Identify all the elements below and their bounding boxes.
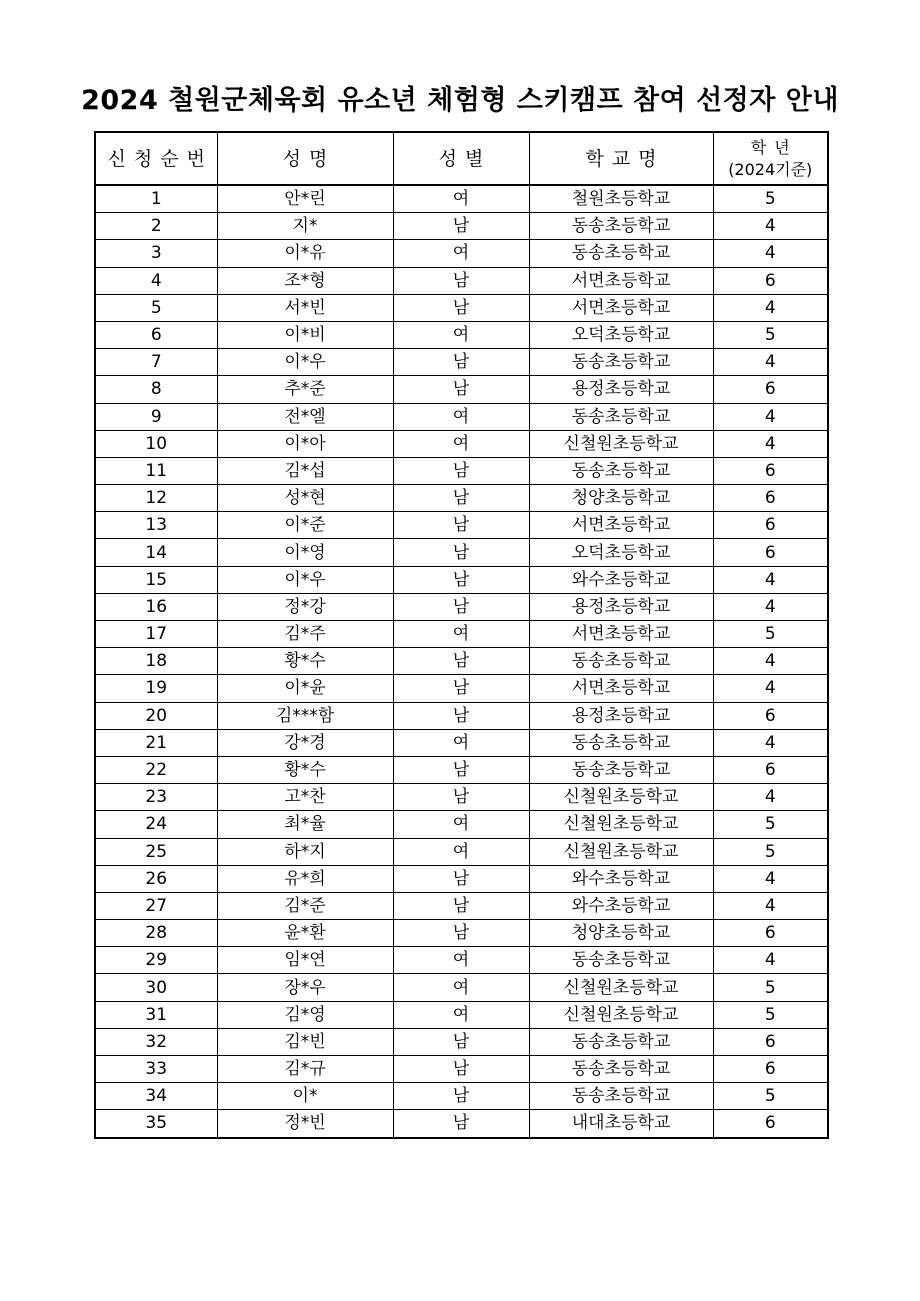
table-row [95, 539, 828, 566]
cell-number: 19 [95, 675, 217, 702]
cell-name: 하*지 [217, 838, 393, 865]
cell-number: 14 [95, 539, 217, 566]
cell-name: 김*준 [217, 892, 393, 919]
cell-number: 15 [95, 566, 217, 593]
table-row [95, 1083, 828, 1110]
cell-name: 윤*환 [217, 920, 393, 947]
cell-name: 조*형 [217, 267, 393, 294]
cell-gender: 남 [393, 376, 529, 403]
cell-school: 동송초등학교 [529, 729, 713, 756]
cell-gender: 여 [393, 947, 529, 974]
cell-school: 신철원초등학교 [529, 784, 713, 811]
cell-school: 동송초등학교 [529, 648, 713, 675]
cell-name: 서*빈 [217, 294, 393, 321]
table-row [95, 702, 828, 729]
cell-number: 35 [95, 1110, 217, 1138]
header-row [95, 132, 828, 185]
cell-number: 23 [95, 784, 217, 811]
cell-number: 2 [95, 213, 217, 240]
cell-gender: 남 [393, 675, 529, 702]
table-row [95, 376, 828, 403]
cell-grade: 6 [713, 267, 828, 294]
cell-gender: 남 [393, 892, 529, 919]
table-row [95, 485, 828, 512]
table-row [95, 892, 828, 919]
cell-school: 동송초등학교 [529, 349, 713, 376]
cell-number: 4 [95, 267, 217, 294]
cell-gender: 남 [393, 865, 529, 892]
cell-grade: 4 [713, 865, 828, 892]
cell-grade: 6 [713, 1028, 828, 1055]
cell-gender: 남 [393, 593, 529, 620]
cell-grade: 4 [713, 675, 828, 702]
cell-name: 고*찬 [217, 784, 393, 811]
cell-name: 추*준 [217, 376, 393, 403]
cell-gender: 남 [393, 702, 529, 729]
cell-gender: 여 [393, 240, 529, 267]
cell-number: 33 [95, 1056, 217, 1083]
cell-name: 이*유 [217, 240, 393, 267]
table-row [95, 267, 828, 294]
cell-grade: 5 [713, 321, 828, 348]
cell-gender: 남 [393, 349, 529, 376]
cell-grade: 6 [713, 1110, 828, 1138]
cell-number: 8 [95, 376, 217, 403]
cell-name: 이*우 [217, 349, 393, 376]
cell-grade: 4 [713, 566, 828, 593]
cell-grade: 6 [713, 512, 828, 539]
cell-school: 신철원초등학교 [529, 430, 713, 457]
cell-grade: 4 [713, 648, 828, 675]
cell-school: 신철원초등학교 [529, 974, 713, 1001]
cell-name: 유*희 [217, 865, 393, 892]
cell-gender: 여 [393, 1001, 529, 1028]
table-row [95, 1056, 828, 1083]
cell-school: 용정초등학교 [529, 702, 713, 729]
cell-number: 34 [95, 1083, 217, 1110]
cell-gender: 여 [393, 974, 529, 1001]
cell-number: 1 [95, 185, 217, 213]
table-row [95, 675, 828, 702]
cell-number: 13 [95, 512, 217, 539]
cell-number: 21 [95, 729, 217, 756]
header-grade-label: 학년 [750, 137, 798, 157]
cell-number: 7 [95, 349, 217, 376]
cell-number: 25 [95, 838, 217, 865]
cell-school: 동송초등학교 [529, 1028, 713, 1055]
cell-school: 오덕초등학교 [529, 539, 713, 566]
table-row [95, 811, 828, 838]
cell-gender: 남 [393, 213, 529, 240]
cell-school: 신철원초등학교 [529, 838, 713, 865]
cell-gender: 남 [393, 784, 529, 811]
participants-table [94, 131, 829, 1139]
cell-gender: 남 [393, 1056, 529, 1083]
table-row [95, 865, 828, 892]
cell-gender: 여 [393, 729, 529, 756]
cell-school: 동송초등학교 [529, 1056, 713, 1083]
table-row [95, 321, 828, 348]
cell-name: 정*강 [217, 593, 393, 620]
cell-name: 김*규 [217, 1056, 393, 1083]
cell-number: 6 [95, 321, 217, 348]
table-row [95, 457, 828, 484]
cell-number: 26 [95, 865, 217, 892]
cell-name: 김*주 [217, 621, 393, 648]
table-row [95, 974, 828, 1001]
cell-name: 이*우 [217, 566, 393, 593]
cell-grade: 4 [713, 784, 828, 811]
cell-grade: 5 [713, 974, 828, 1001]
table-body [95, 185, 828, 1138]
cell-number: 24 [95, 811, 217, 838]
header-grade [713, 132, 828, 185]
cell-grade: 6 [713, 1056, 828, 1083]
table-row [95, 403, 828, 430]
cell-gender: 남 [393, 1110, 529, 1138]
table-row [95, 1001, 828, 1028]
cell-gender: 남 [393, 267, 529, 294]
table-row [95, 566, 828, 593]
cell-school: 신철원초등학교 [529, 1001, 713, 1028]
cell-grade: 6 [713, 756, 828, 783]
cell-school: 와수초등학교 [529, 865, 713, 892]
cell-gender: 여 [393, 838, 529, 865]
cell-number: 12 [95, 485, 217, 512]
cell-gender: 남 [393, 1083, 529, 1110]
cell-name: 이* [217, 1083, 393, 1110]
cell-number: 22 [95, 756, 217, 783]
cell-name: 이*아 [217, 430, 393, 457]
table-row [95, 349, 828, 376]
cell-number: 29 [95, 947, 217, 974]
cell-gender: 남 [393, 539, 529, 566]
cell-grade: 5 [713, 621, 828, 648]
table-row [95, 784, 828, 811]
cell-gender: 여 [393, 811, 529, 838]
cell-gender: 여 [393, 403, 529, 430]
table-row [95, 240, 828, 267]
cell-name: 이*준 [217, 512, 393, 539]
cell-number: 31 [95, 1001, 217, 1028]
cell-name: 안*린 [217, 185, 393, 213]
cell-gender: 남 [393, 457, 529, 484]
cell-school: 서면초등학교 [529, 621, 713, 648]
cell-school: 서면초등학교 [529, 675, 713, 702]
cell-gender: 여 [393, 185, 529, 213]
cell-name: 이*비 [217, 321, 393, 348]
cell-school: 동송초등학교 [529, 403, 713, 430]
table-row [95, 729, 828, 756]
table-row [95, 185, 828, 213]
cell-gender: 남 [393, 485, 529, 512]
table-row [95, 1028, 828, 1055]
cell-number: 9 [95, 403, 217, 430]
cell-name: 이*영 [217, 539, 393, 566]
cell-grade: 5 [713, 838, 828, 865]
cell-name: 정*빈 [217, 1110, 393, 1138]
cell-school: 신철원초등학교 [529, 811, 713, 838]
header-name: 성명 [217, 132, 393, 185]
cell-number: 27 [95, 892, 217, 919]
cell-name: 황*수 [217, 648, 393, 675]
cell-gender: 남 [393, 648, 529, 675]
cell-name: 김*섭 [217, 457, 393, 484]
cell-school: 동송초등학교 [529, 1083, 713, 1110]
cell-name: 김***함 [217, 702, 393, 729]
cell-grade: 4 [713, 729, 828, 756]
cell-gender: 남 [393, 1028, 529, 1055]
cell-number: 18 [95, 648, 217, 675]
cell-gender: 여 [393, 430, 529, 457]
cell-school: 와수초등학교 [529, 566, 713, 593]
cell-grade: 4 [713, 593, 828, 620]
cell-name: 전*엘 [217, 403, 393, 430]
cell-school: 동송초등학교 [529, 756, 713, 783]
cell-gender: 남 [393, 294, 529, 321]
table-row [95, 947, 828, 974]
cell-gender: 남 [393, 756, 529, 783]
cell-number: 16 [95, 593, 217, 620]
cell-school: 서면초등학교 [529, 512, 713, 539]
document-title: 2024 철원군체육회 유소년 체험형 스키캠프 참여 선정자 안내 [81, 85, 839, 116]
cell-number: 20 [95, 702, 217, 729]
cell-name: 임*연 [217, 947, 393, 974]
cell-grade: 6 [713, 539, 828, 566]
cell-grade: 5 [713, 1001, 828, 1028]
cell-grade: 4 [713, 213, 828, 240]
cell-name: 이*윤 [217, 675, 393, 702]
cell-grade: 6 [713, 485, 828, 512]
cell-number: 30 [95, 974, 217, 1001]
cell-school: 동송초등학교 [529, 947, 713, 974]
cell-grade: 5 [713, 811, 828, 838]
cell-number: 28 [95, 920, 217, 947]
cell-name: 지* [217, 213, 393, 240]
cell-name: 최*율 [217, 811, 393, 838]
cell-gender: 남 [393, 566, 529, 593]
table-row [95, 756, 828, 783]
cell-gender: 남 [393, 920, 529, 947]
cell-grade: 4 [713, 947, 828, 974]
cell-school: 청양초등학교 [529, 485, 713, 512]
header-grade-note: (2024기준) [728, 159, 813, 179]
cell-school: 서면초등학교 [529, 294, 713, 321]
cell-number: 10 [95, 430, 217, 457]
cell-grade: 6 [713, 457, 828, 484]
cell-number: 5 [95, 294, 217, 321]
table-row [95, 593, 828, 620]
table-row [95, 430, 828, 457]
cell-number: 17 [95, 621, 217, 648]
table-row [95, 512, 828, 539]
cell-school: 오덕초등학교 [529, 321, 713, 348]
cell-grade: 6 [713, 702, 828, 729]
cell-grade: 4 [713, 430, 828, 457]
cell-school: 용정초등학교 [529, 593, 713, 620]
cell-name: 장*우 [217, 974, 393, 1001]
cell-gender: 여 [393, 621, 529, 648]
cell-school: 동송초등학교 [529, 213, 713, 240]
header-school: 학교명 [529, 132, 713, 185]
cell-grade: 4 [713, 892, 828, 919]
cell-name: 황*수 [217, 756, 393, 783]
cell-school: 철원초등학교 [529, 185, 713, 213]
cell-gender: 여 [393, 321, 529, 348]
cell-school: 내대초등학교 [529, 1110, 713, 1138]
cell-grade: 4 [713, 403, 828, 430]
cell-name: 강*경 [217, 729, 393, 756]
cell-grade: 5 [713, 185, 828, 213]
cell-grade: 4 [713, 240, 828, 267]
table-row [95, 920, 828, 947]
cell-grade: 6 [713, 920, 828, 947]
cell-grade: 6 [713, 376, 828, 403]
cell-number: 3 [95, 240, 217, 267]
cell-school: 서면초등학교 [529, 267, 713, 294]
table-row [95, 213, 828, 240]
cell-school: 청양초등학교 [529, 920, 713, 947]
cell-school: 용정초등학교 [529, 376, 713, 403]
table-row [95, 1110, 828, 1138]
header-number: 신청순번 [95, 132, 217, 185]
cell-grade: 4 [713, 294, 828, 321]
cell-grade: 4 [713, 349, 828, 376]
cell-name: 김*빈 [217, 1028, 393, 1055]
cell-school: 동송초등학교 [529, 457, 713, 484]
cell-number: 11 [95, 457, 217, 484]
cell-number: 32 [95, 1028, 217, 1055]
cell-name: 김*영 [217, 1001, 393, 1028]
table-row [95, 648, 828, 675]
cell-school: 동송초등학교 [529, 240, 713, 267]
table-header [95, 132, 828, 185]
header-gender: 성별 [393, 132, 529, 185]
table-row [95, 294, 828, 321]
cell-school: 와수초등학교 [529, 892, 713, 919]
table-row [95, 621, 828, 648]
cell-gender: 남 [393, 512, 529, 539]
cell-grade: 5 [713, 1083, 828, 1110]
table-row [95, 838, 828, 865]
cell-name: 성*현 [217, 485, 393, 512]
